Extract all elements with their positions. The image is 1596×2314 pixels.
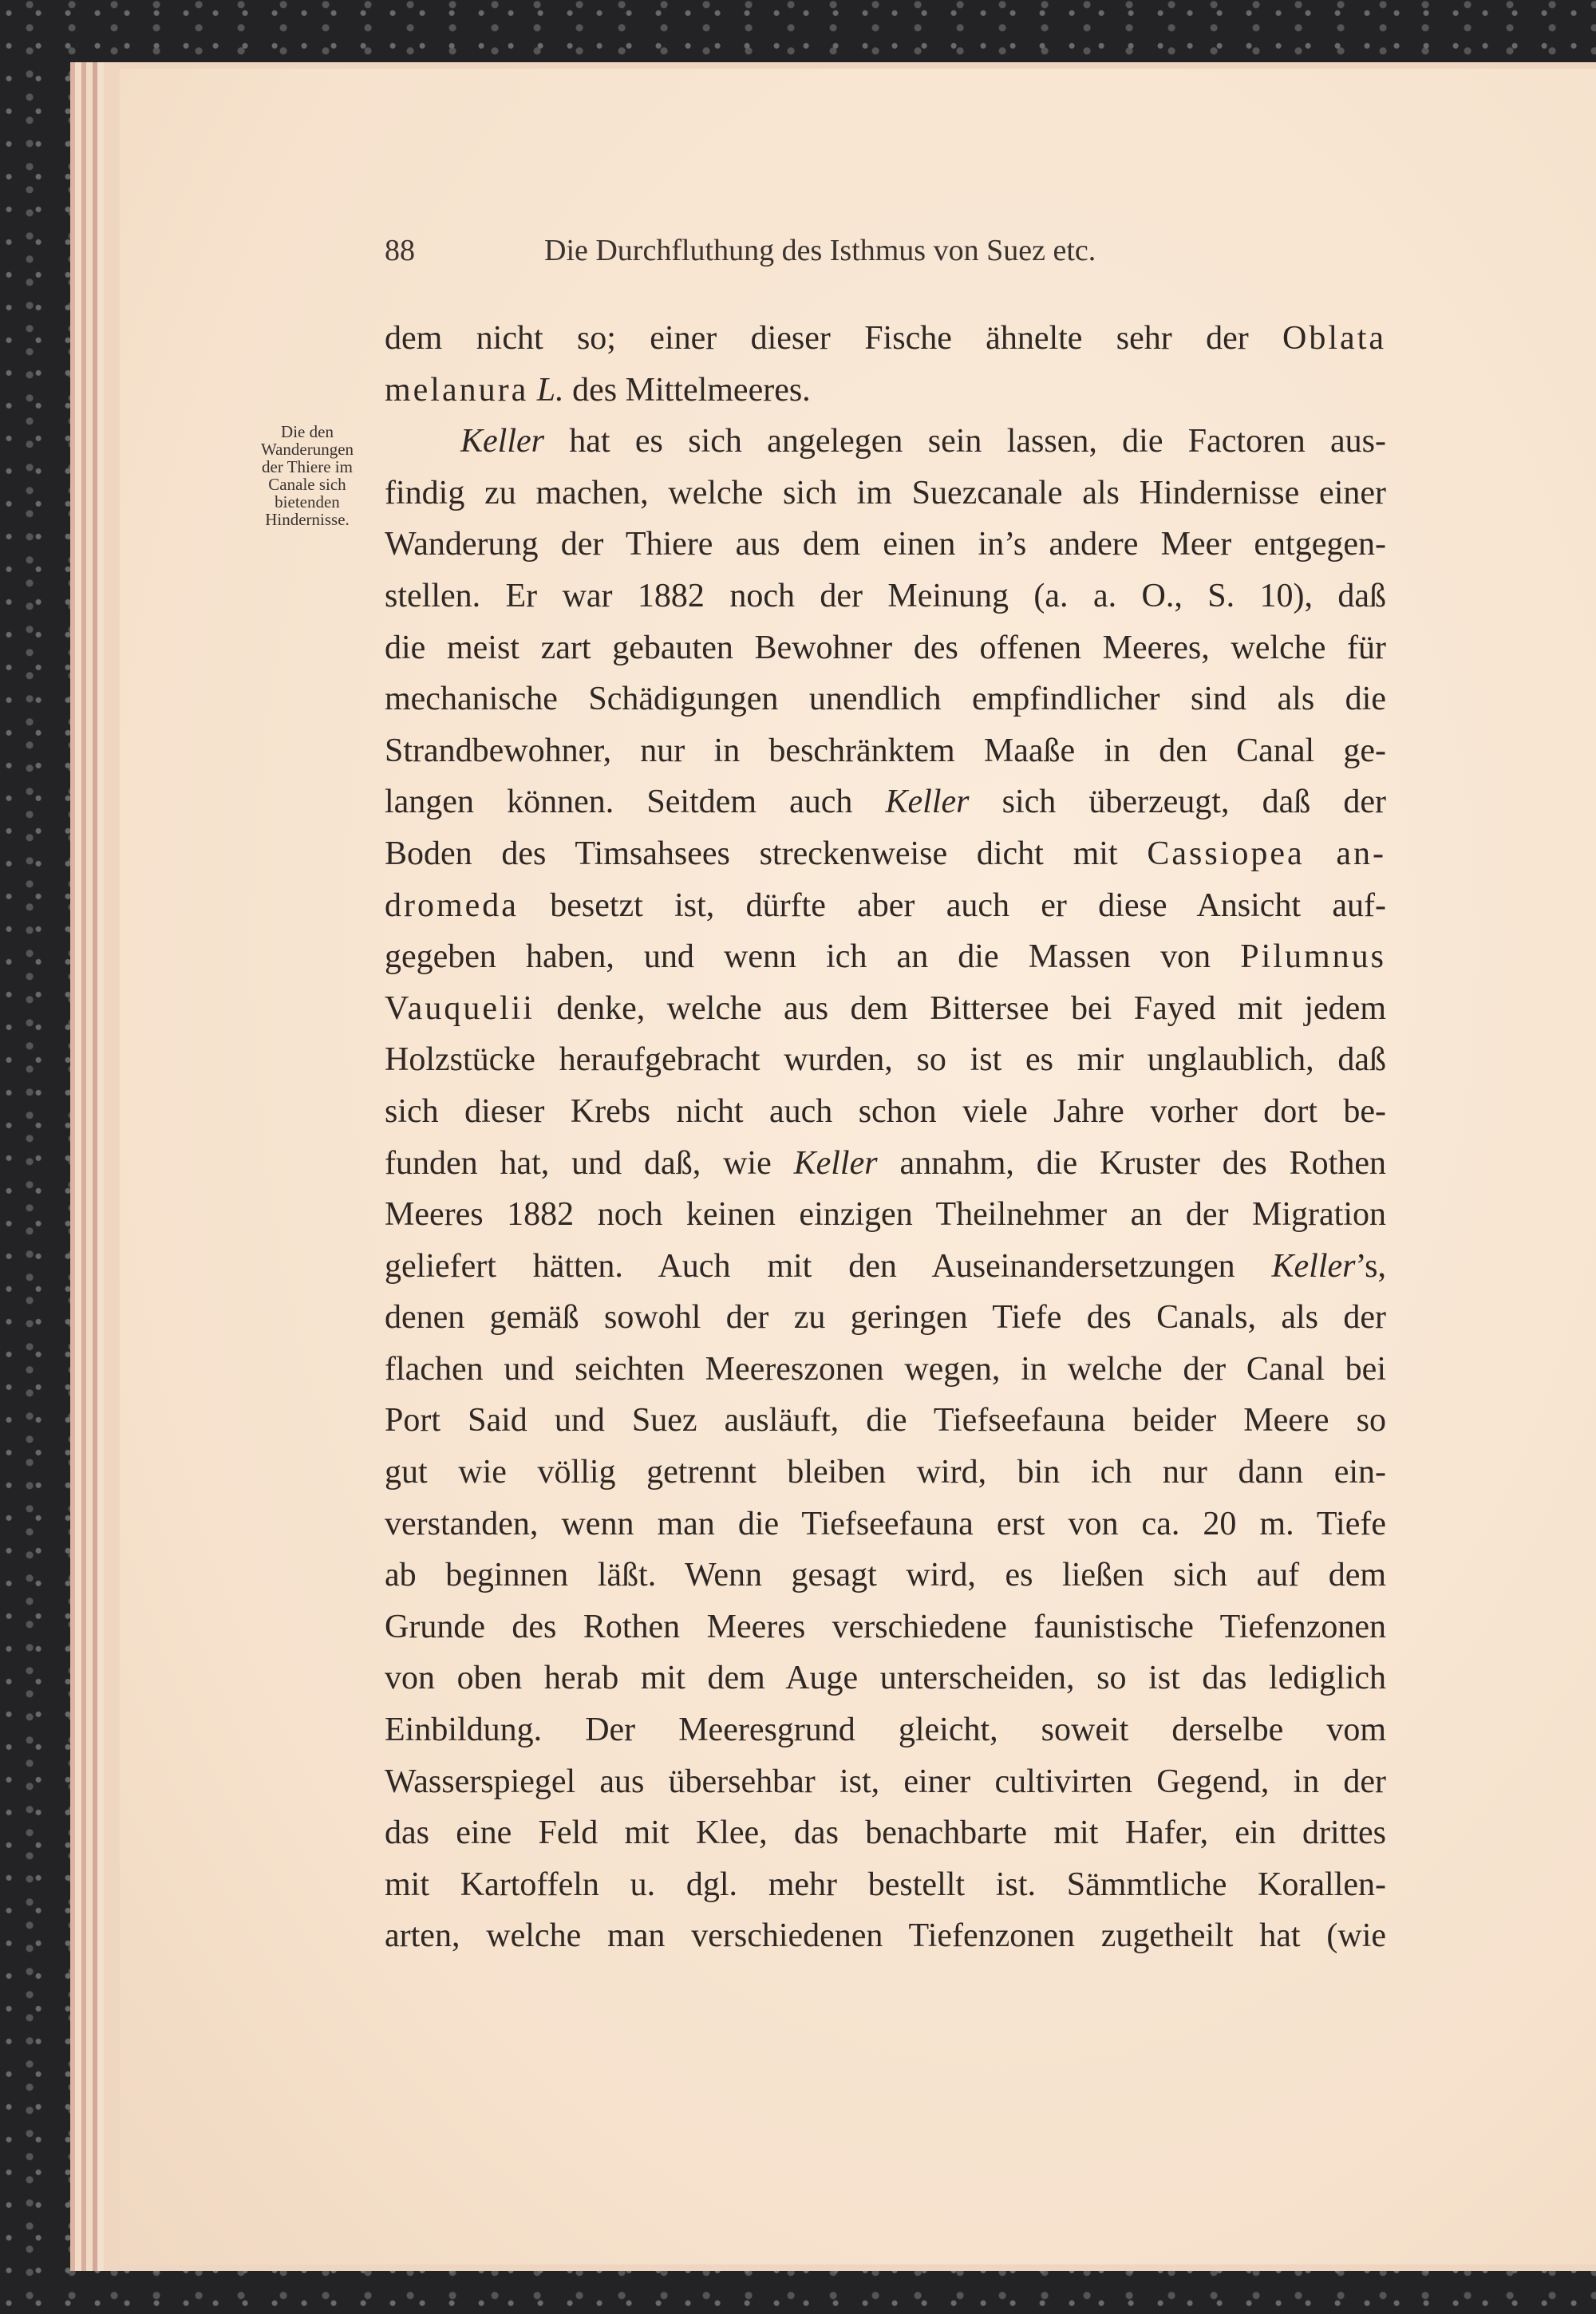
text-line <box>385 1395 1386 1447</box>
text-run: Grunde des Rothen Meeres verschiedene faunistische Tiefenzonen <box>385 1608 1386 1645</box>
text-run: denke, welche aus dem Bittersee bei Fayed mit jedem <box>534 989 1386 1027</box>
italic-name: Keller <box>1271 1247 1356 1285</box>
italic-name: Keller <box>460 423 544 460</box>
text-run: Port Said und Suez ausläuft, die Tiefseefauna beider Meere so <box>385 1402 1386 1439</box>
text-run: ’s, <box>1355 1247 1386 1285</box>
text-line <box>385 776 1386 828</box>
text-line <box>385 1034 1386 1086</box>
text-line <box>385 1550 1386 1601</box>
text-run: verstanden, wenn man die Tiefseefauna erst von ca. 20 m. Tiefe <box>385 1505 1386 1542</box>
text-line <box>385 1859 1386 1911</box>
spaced-taxon: Pilumnus <box>1240 938 1386 976</box>
spaced-taxon: dromeda <box>385 887 519 924</box>
margin-note-line: bietenden <box>275 492 340 511</box>
italic-name: Keller <box>793 1144 878 1182</box>
margin-note-line: der Thiere im <box>262 457 353 476</box>
text-line <box>385 673 1386 725</box>
text-run: Wanderung der Thiere aus dem einen in’s andere Meer entgegen- <box>385 526 1386 563</box>
text-line <box>385 1807 1386 1859</box>
text-run: gegeben haben, und wenn ich an die Massen von <box>385 938 1241 976</box>
text-run: das eine Feld mit Klee, das benachbarte mit Hafer, ein drittes <box>385 1814 1386 1852</box>
text-line <box>385 1189 1386 1241</box>
spaced-taxon: Oblata <box>1282 320 1386 357</box>
text-line <box>385 365 1386 417</box>
text-run: besetzt ist, dürfte aber auch er diese Ansicht auf- <box>518 887 1386 924</box>
text-line <box>385 1241 1386 1293</box>
text-run: arten, welche man verschiedenen Tiefenzonen zugetheilt hat (wie <box>385 1917 1386 1955</box>
margin-note <box>233 423 381 528</box>
text-line <box>385 1499 1386 1550</box>
text-run: stellen. Er war 1882 noch der Meinung (a. a. O., S. 10), daß <box>385 577 1386 614</box>
text-run: von oben herab mit dem Auge unterscheiden, so ist das lediglich <box>385 1660 1386 1697</box>
text-run: Einbildung. Der Meeresgrund gleicht, soweit derselbe vom <box>385 1712 1386 1749</box>
text-run: Wasserspiegel aus übersehbar ist, einer cultivirten Gegend, in der <box>385 1763 1386 1800</box>
text-line <box>385 1910 1386 1962</box>
text-line <box>385 519 1386 571</box>
italic-name: Keller <box>885 784 970 821</box>
text-run: denen gemäß sowohl der zu geringen Tiefe des Canals, als der <box>385 1299 1386 1337</box>
spaced-taxon: melanura <box>385 371 529 409</box>
spaced-taxon: Vauquelii <box>385 989 535 1027</box>
text-run: dem nicht so; einer dieser Fische ähnelte sehr der <box>385 320 1283 357</box>
text-line <box>385 828 1386 880</box>
text-line <box>385 1653 1386 1704</box>
text-run: Meeres 1882 noch keinen einzigen Theilnehmer an der Migration <box>385 1196 1386 1234</box>
page-number: 88 <box>385 234 415 267</box>
text-line <box>385 468 1386 519</box>
text-run: annahm, die Kruster des Rothen <box>877 1144 1386 1182</box>
text-run: sich überzeugt, daß der <box>969 784 1386 821</box>
text-line <box>385 1138 1386 1190</box>
running-title: Die Durchfluthung des Isthmus von Suez etc. <box>544 234 1096 267</box>
margin-note-line: Wanderungen <box>260 440 354 459</box>
text-run: die meist zart gebauten Bewohner des offenen Meeres, welche für <box>385 629 1386 666</box>
text-line <box>385 622 1386 674</box>
margin-note-line: Die den <box>281 422 334 441</box>
text-run: Strandbewohner, nur in beschränktem Maaße in den Canal ge- <box>385 732 1386 769</box>
text-line <box>385 1292 1386 1344</box>
text-line <box>385 931 1386 983</box>
text-run: flachen und seichten Meereszonen wegen, in welche der Canal bei <box>385 1350 1386 1388</box>
text-line <box>385 1601 1386 1653</box>
text-run: Holzstücke heraufgebracht wurden, so ist es mir unglaublich, daß <box>385 1041 1386 1079</box>
italic-name: L. <box>536 371 564 409</box>
text-line <box>385 1447 1386 1499</box>
text-line <box>385 983 1386 1035</box>
text-run: gut wie völlig getrennt bleiben wird, bin ich nur dann ein- <box>385 1454 1386 1491</box>
text-run: geliefert hätten. Auch mit den Auseinandersetzungen <box>385 1247 1272 1285</box>
spaced-taxon: Cassiopea an- <box>1147 835 1386 872</box>
text-line <box>385 313 1386 365</box>
margin-note-line: Hindernisse. <box>265 510 350 529</box>
text-run: findig zu machen, welche sich im Suezcanale als Hindernisse einer <box>385 474 1386 511</box>
text-line <box>385 416 1386 468</box>
text-line <box>385 880 1386 932</box>
text-line <box>385 1704 1386 1756</box>
text-run: funden hat, und daß, wie <box>385 1144 794 1182</box>
text-line <box>385 1344 1386 1396</box>
text-run: hat es sich angelegen sein lassen, die Factoren aus- <box>543 423 1386 460</box>
text-run: Boden des Timsahsees streckenweise dicht mit <box>385 835 1148 872</box>
text-run <box>528 372 537 409</box>
margin-note-line: Canale sich <box>268 475 346 494</box>
text-run: ab beginnen läßt. Wenn gesagt wird, es ließen sich auf dem <box>385 1557 1386 1594</box>
text-line <box>385 1086 1386 1138</box>
text-line <box>385 1756 1386 1808</box>
text-line <box>385 725 1386 777</box>
text-run: sich dieser Krebs nicht auch schon viele Jahre vorher dort be- <box>385 1092 1386 1130</box>
text-run: mit Kartoffeln u. dgl. mehr bestellt ist. Sämmtliche Korallen- <box>385 1866 1386 1903</box>
text-run: des Mittelmeeres. <box>563 371 811 409</box>
text-run: langen können. Seitdem auch <box>385 784 886 821</box>
text-run: mechanische Schädigungen unendlich empfindlicher sind als die <box>385 681 1386 718</box>
text-line <box>385 571 1386 622</box>
running-header <box>385 233 1294 268</box>
body-text <box>385 313 1386 1962</box>
